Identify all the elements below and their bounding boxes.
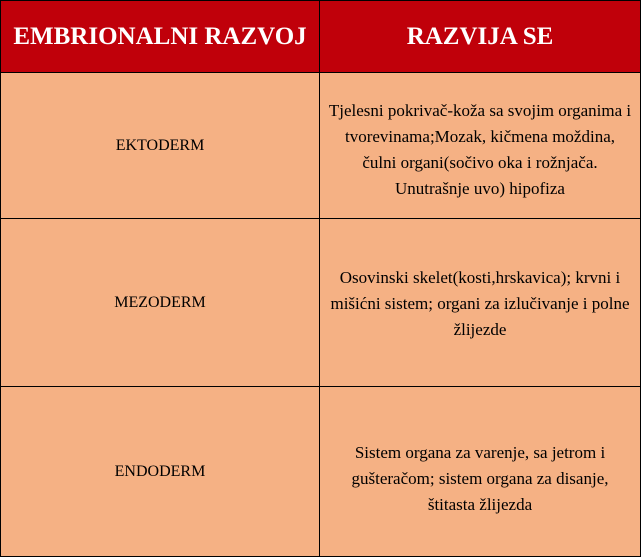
ectoderm-derivatives-text: Tjelesni pokrivač-koža sa svojim organima i tvorevinama;Mozak, kičmena moždina, čulni organi(sočivo oka i rožnjača. Unutrašnje uvo) hipofiza <box>328 100 632 198</box>
table-row <box>1 73 641 219</box>
mesoderm-derivatives <box>320 219 641 387</box>
mesoderm-derivatives-text: Osovinski skelet(kosti,hrskavica); krvni i mišićni sistem; organi za izlučivanje i polne žlijezde <box>330 267 630 339</box>
header-embryonic-development: EMBRIONALNI RAZVOJ <box>1 1 320 73</box>
germ-layer-mesoderm: MEZODERM <box>1 219 320 387</box>
endoderm-derivatives <box>320 387 641 557</box>
header-develops-into: RAZVIJA SE <box>320 1 641 73</box>
endoderm-derivatives-text: Sistem organa za varenje, sa jetrom i gušteračom; sistem organa za disanje, štitasta žlijezda <box>351 442 609 514</box>
germ-layer-ectoderm: EKTODERM <box>1 73 320 219</box>
germ-layer-endoderm: ENDODERM <box>1 387 320 557</box>
table-row <box>1 387 641 557</box>
table-header-row <box>1 1 641 73</box>
table-row <box>1 219 641 387</box>
ectoderm-derivatives <box>320 73 641 219</box>
